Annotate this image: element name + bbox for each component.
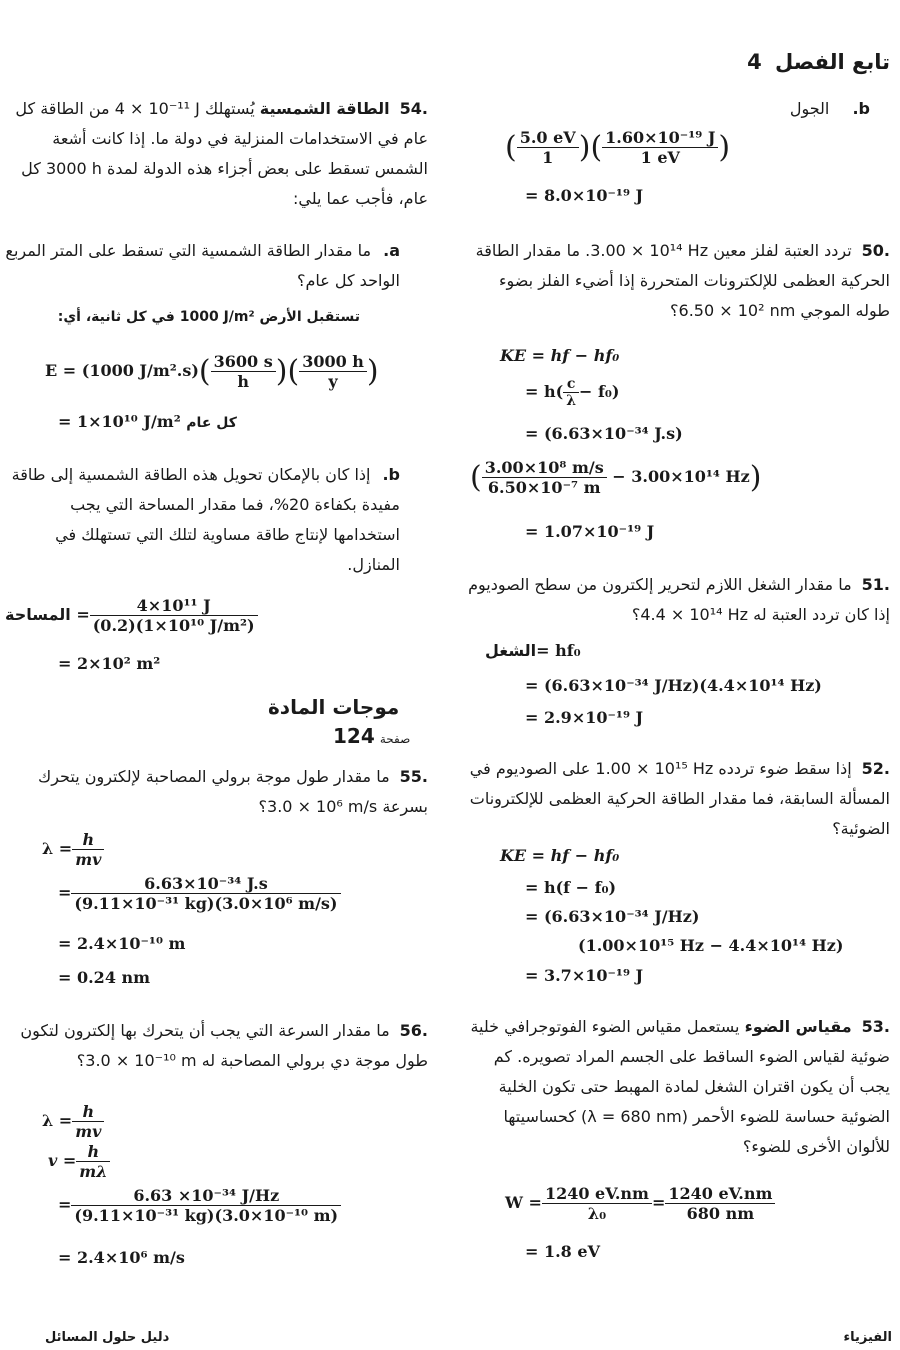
part-b-joule <box>470 94 870 124</box>
question-text: تردد العتبة لفلز معين ‎3.00 × 10¹⁴ Hz‏. ما مقدار الطاقة الحركية العظمى للإلكترونات المتحررة إذا أضيء الفلز بضوء طوله الموجي ‎6.50 × 10² nm‏؟ <box>475 241 890 320</box>
chapter-title: تابع الفصل <box>775 50 890 74</box>
question-number: .50 <box>861 241 890 260</box>
eq-result <box>58 412 237 431</box>
eq-line: = (6.63×10⁻³⁴ J/Hz)(4.4×10¹⁴ Hz) <box>525 676 822 695</box>
eq-result: = 3.7×10⁻¹⁹ J <box>525 966 644 985</box>
eq-line: KE = hf − hf₀ <box>500 846 620 865</box>
frac-den: h <box>237 372 250 391</box>
eq-part: W = <box>505 1193 542 1212</box>
eq-line: = $\frac{\text{6.63 ×10⁻³⁴ J/Hz}}{\text{(9.11×10⁻³¹ kg)(3.0×10⁻¹⁰ m)}}$ <box>58 1186 341 1225</box>
eq-line: = $\frac{\text{6.63×10⁻³⁴ J.s}}{\text{(9.11×10⁻³¹ kg)(3.0×10⁶ m/s)}}$ <box>58 874 341 913</box>
eq-part: v = <box>48 1151 77 1170</box>
eq-label: الشغل <box>485 641 537 660</box>
part-text: ما مقدار الطاقة الشمسية التي تسقط على المتر المربع الواحد كل عام؟ <box>5 241 400 290</box>
question-54 <box>0 94 428 214</box>
eq-line: = (6.63×10⁻³⁴ J.s) <box>525 424 683 443</box>
eq-part: = 1×10¹⁰ J/m² <box>58 412 181 431</box>
footer-right: الفيزياء <box>843 1330 892 1345</box>
eq-line: = h(f − f₀) <box>525 878 617 897</box>
frac-den: y <box>328 372 338 391</box>
eq-line: = 2.4×10⁻¹⁰ m <box>58 934 186 953</box>
eq-line <box>42 1102 104 1141</box>
eq-part: λ = <box>42 1111 73 1130</box>
frac-num: 1240 eV.nm <box>665 1184 775 1204</box>
frac-den: 1 eV <box>640 148 680 167</box>
page-label: صفحة <box>379 732 411 746</box>
frac-den: 6.50×10⁻⁷ m <box>487 478 601 497</box>
eq-line: E = (1000 J/m².s)( $\frac{3600 s}{h}$ )( $\frac{3000 h}{y}$ ) <box>45 352 379 391</box>
page-reference <box>333 724 410 748</box>
q54-part-a <box>0 236 400 296</box>
eq-result: = 1.07×10⁻¹⁹ J <box>525 522 655 541</box>
frac-num: 1240 eV.nm <box>542 1184 652 1204</box>
question-number: .53 <box>861 1017 890 1036</box>
question-text: يُستهلك ‎4 × 10⁻¹¹ J‏ من الطاقة كل عام في الاستخدامات المنزلية في دولة ما. إذا كانت أشعة الشمس تسقط على بعض أجزاء هذه الدولة لمدة ‎3000 h‏ كل عام، فأجب عما يلي: <box>15 99 428 208</box>
q54-part-b <box>0 460 400 580</box>
eq-part: = h( <box>525 382 564 401</box>
question-text: ما مقدار السرعة التي يجب أن يتحرك بها إلكترون لتكون طول موجة دي برولي المصاحبة له ‎3.0 × 10⁻¹⁰ m‏؟ <box>20 1021 428 1070</box>
eq-result: = 2×10² m² <box>58 654 161 673</box>
footer-left: دليل حلول المسائل <box>45 1330 170 1345</box>
frac-den: 680 nm <box>686 1204 755 1223</box>
frac-den: λ <box>566 393 577 409</box>
frac-num: c <box>563 376 579 393</box>
eq-part: − 3.00×10¹⁴ Hz <box>612 467 750 486</box>
question-50 <box>465 236 890 326</box>
part-text: إذا كان بالإمكان تحويل هذه الطاقة الشمسية إلى طاقة مفيدة بكفاءة 20%، فما مقدار المساحة التي يجب استخدامها لإنتاج طاقة مساوية لتلك التي تستهلك في المنازل. <box>11 465 400 574</box>
eq-label: المساحة <box>5 605 71 624</box>
frac-den: mv <box>75 1122 102 1141</box>
frac-den: (0.2)(1×10¹⁰ J/m²) <box>92 616 255 635</box>
eq-result: = 0.24 nm <box>58 968 151 987</box>
eq-part: λ = <box>42 839 73 858</box>
frac-den: (9.11×10⁻³¹ kg)(3.0×10⁶ m/s) <box>74 894 338 913</box>
question-keyword: مقياس الضوء <box>744 1017 852 1036</box>
frac-num: h <box>72 1102 104 1122</box>
question-number: .52 <box>861 759 890 778</box>
frac-num: 6.63×10⁻³⁴ J.s <box>71 874 340 894</box>
question-51 <box>465 570 890 630</box>
eq-line: (1.00×10¹⁵ Hz − 4.4×10¹⁴ Hz) <box>578 936 844 955</box>
eq-part: E = (1000 J/m².s) <box>45 361 199 380</box>
section-title: موجات المادة <box>268 695 400 719</box>
question-number: .56 <box>399 1021 428 1040</box>
frac-num: 3.00×10⁸ m/s <box>482 458 607 478</box>
eq-line <box>48 1142 110 1181</box>
frac-num: 3000 h <box>299 352 367 372</box>
page-number: 124 <box>333 724 375 748</box>
frac-num: 3600 s <box>211 352 276 372</box>
frac-den: mλ <box>79 1162 108 1181</box>
question-53 <box>465 1012 890 1162</box>
eq-line: ( $\frac{\text{3.00×10⁸ m/s}}{\text{6.50×10⁻⁷ m}}$ − 3.00×10¹⁴ Hz) <box>470 458 762 497</box>
eq-part: = hf₀ <box>536 641 581 660</box>
frac-den: (9.11×10⁻³¹ kg)(3.0×10⁻¹⁰ m) <box>74 1206 339 1225</box>
question-text: إذا سقط ضوء تردده ‎1.00 × 10¹⁵ Hz‏ على الصوديوم في المسألة السابقة، فما مقدار الطاقة الحركية العظمى للإلكترونات الضوئية؟ <box>469 759 890 838</box>
question-52 <box>465 754 890 844</box>
eq-result: = 1.8 eV <box>525 1242 600 1261</box>
question-text: ما مقدار طول موجة برولي المصاحبة لإلكترون يتحرك بسرعة ‎3.0 × 10⁶ m/s‏؟ <box>38 767 428 816</box>
question-55 <box>0 762 428 822</box>
frac-den: mv <box>75 850 102 869</box>
frac-den: λ₀ <box>587 1204 607 1223</box>
eq-line: المساحة = $\frac{\text{4×10¹¹ J}}{\text{(0.2)(1×10¹⁰ J/m²)}}$ <box>5 596 258 635</box>
chapter-header <box>747 50 890 74</box>
question-number: .51 <box>861 575 890 594</box>
frac-num: 6.63 ×10⁻³⁴ J/Hz <box>71 1186 341 1206</box>
part-label: b. <box>852 99 870 118</box>
frac-den: 1 <box>542 148 554 167</box>
eq-line: KE = hf − hf₀ <box>500 346 620 365</box>
part-text: الجول <box>789 99 830 118</box>
eq-result: = 2.9×10⁻¹⁹ J <box>525 708 644 727</box>
eq-line <box>42 830 104 869</box>
question-text: ما مقدار الشغل اللازم لتحرير إلكترون من سطح الصوديوم إذا كان تردد العتبة له ‎4.4 × 10¹⁴ Hz‏؟ <box>468 575 890 624</box>
frac-num: 1.60×10⁻¹⁹ J <box>602 128 718 148</box>
chapter-number: 4 <box>747 50 762 74</box>
question-number: .55 <box>399 767 428 786</box>
frac-num: 4×10¹¹ J <box>90 596 258 616</box>
joule-result: = 8.0×10⁻¹⁹ J <box>525 186 644 205</box>
eq-result: = 2.4×10⁶ m/s <box>58 1248 185 1267</box>
q54-note: تستقبل الأرض ‎1000 J/m²‏ في كل ثانية، أي: <box>57 309 360 325</box>
eq-part: − f₀) <box>579 382 620 401</box>
eq-line <box>525 376 619 409</box>
question-number: .54 <box>399 99 428 118</box>
frac-num: h <box>76 1142 110 1162</box>
part-label: b. <box>382 465 400 484</box>
question-keyword: الطاقة الشمسية <box>259 99 390 118</box>
eq-line: W = $\frac{1240 eV.nm}{\text{λ₀}}$ = $\frac{1240 eV.nm}{680 nm}$ <box>505 1184 775 1223</box>
eq-label: كل عام <box>186 415 237 431</box>
joule-conversion: ( $\frac{5.0 eV}{1}$ )( $\frac{\text{1.60×10⁻¹⁹ J}}{1 eV}$ ) <box>505 128 731 167</box>
frac-num: 5.0 eV <box>517 128 579 148</box>
question-text: يستعمل مقياس الضوء الفوتوجرافي خلية ضوئية لقياس الضوء الساقط على الجسم المراد تصويره. كم يجب أن يكون اقتران الشغل لمادة المهبط حتى تكون الخلية الضوئية حساسة للضوء الأحمر (‎λ = 680 nm‏) كحساسيتها للألوان الأخرى للضوء؟ <box>470 1017 890 1156</box>
part-label: a. <box>383 241 400 260</box>
frac-num: h <box>72 830 104 850</box>
question-56 <box>0 1016 428 1076</box>
eq-line: = (6.63×10⁻³⁴ J/Hz) <box>525 907 700 926</box>
eq-line <box>485 641 581 660</box>
